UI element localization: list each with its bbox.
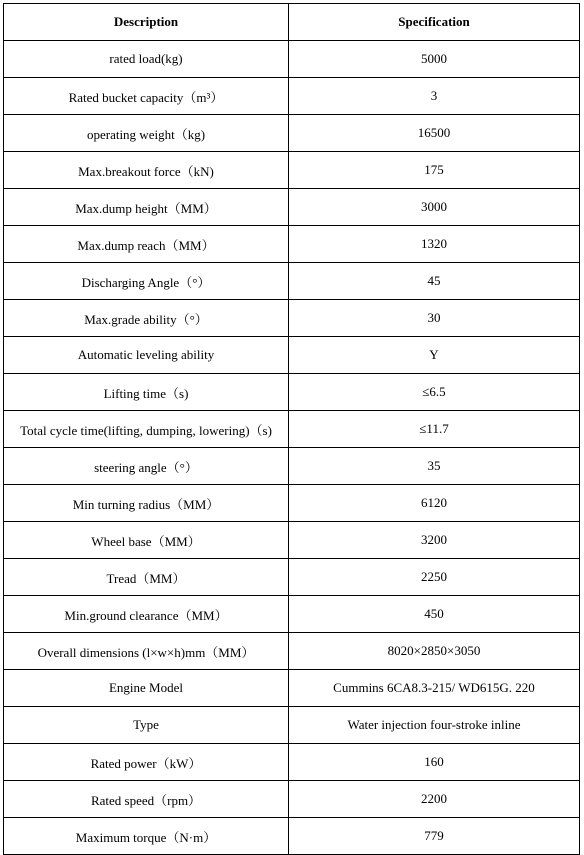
specification-cell: 3000 <box>289 189 580 226</box>
table-row <box>4 485 580 522</box>
table-row <box>4 522 580 559</box>
specification-cell: 175 <box>289 152 580 189</box>
table-body <box>4 41 580 855</box>
description-cell: operating weight（kg) <box>4 115 289 152</box>
specification-cell: 450 <box>289 596 580 633</box>
description-cell: Total cycle time(lifting, dumping, lowering)（s) <box>4 411 289 448</box>
table-row <box>4 226 580 263</box>
header-description: Description <box>4 4 289 41</box>
specification-cell: 1320 <box>289 226 580 263</box>
table-row <box>4 707 580 744</box>
description-cell: steering angle（°） <box>4 448 289 485</box>
table-row <box>4 411 580 448</box>
table-row <box>4 41 580 78</box>
description-cell: Tread（MM） <box>4 559 289 596</box>
table-row <box>4 337 580 374</box>
description-cell: Discharging Angle（°） <box>4 263 289 300</box>
specification-cell: 779 <box>289 818 580 855</box>
table-row <box>4 818 580 855</box>
table-row <box>4 781 580 818</box>
specification-cell: 16500 <box>289 115 580 152</box>
specification-cell: 45 <box>289 263 580 300</box>
specification-cell: ≤11.7 <box>289 411 580 448</box>
specification-cell: 3 <box>289 78 580 115</box>
header-row <box>4 4 580 41</box>
description-cell: Max.dump height（MM） <box>4 189 289 226</box>
specification-cell: 160 <box>289 744 580 781</box>
table-row <box>4 374 580 411</box>
description-cell: Wheel base（MM） <box>4 522 289 559</box>
description-cell: Min turning radius（MM） <box>4 485 289 522</box>
description-cell: Overall dimensions (l×w×h)mm（MM） <box>4 633 289 670</box>
description-cell: Engine Model <box>4 670 289 707</box>
description-cell: Rated speed（rpm） <box>4 781 289 818</box>
header-specification: Specification <box>289 4 580 41</box>
description-cell: Max.grade ability（°） <box>4 300 289 337</box>
specification-cell: 30 <box>289 300 580 337</box>
description-cell: Max.breakout force（kN) <box>4 152 289 189</box>
specification-cell: ≤6.5 <box>289 374 580 411</box>
description-cell: Automatic leveling ability <box>4 337 289 374</box>
description-cell: Min.ground clearance（MM） <box>4 596 289 633</box>
specification-cell: 35 <box>289 448 580 485</box>
specification-cell: Water injection four-stroke inline <box>289 707 580 744</box>
specification-cell: 5000 <box>289 41 580 78</box>
specification-cell: Y <box>289 337 580 374</box>
table-row <box>4 263 580 300</box>
table-row <box>4 115 580 152</box>
table-row <box>4 189 580 226</box>
table-row <box>4 633 580 670</box>
table-row <box>4 152 580 189</box>
table-row <box>4 78 580 115</box>
specification-cell: 8020×2850×3050 <box>289 633 580 670</box>
description-cell: Rated power（kW） <box>4 744 289 781</box>
specification-cell: 2200 <box>289 781 580 818</box>
description-cell: Max.dump reach（MM） <box>4 226 289 263</box>
specification-cell: Cummins 6CA8.3-215/ WD615G. 220 <box>289 670 580 707</box>
description-cell: Type <box>4 707 289 744</box>
table-row <box>4 448 580 485</box>
specification-cell: 3200 <box>289 522 580 559</box>
description-cell: Maximum torque（N·m） <box>4 818 289 855</box>
description-cell: rated load(kg) <box>4 41 289 78</box>
table-row <box>4 596 580 633</box>
description-cell: Lifting time（s) <box>4 374 289 411</box>
table-row <box>4 559 580 596</box>
specification-cell: 2250 <box>289 559 580 596</box>
table-row <box>4 300 580 337</box>
description-cell: Rated bucket capacity（m³） <box>4 78 289 115</box>
specification-table <box>3 3 580 855</box>
table-row <box>4 670 580 707</box>
table-row <box>4 744 580 781</box>
specification-cell: 6120 <box>289 485 580 522</box>
